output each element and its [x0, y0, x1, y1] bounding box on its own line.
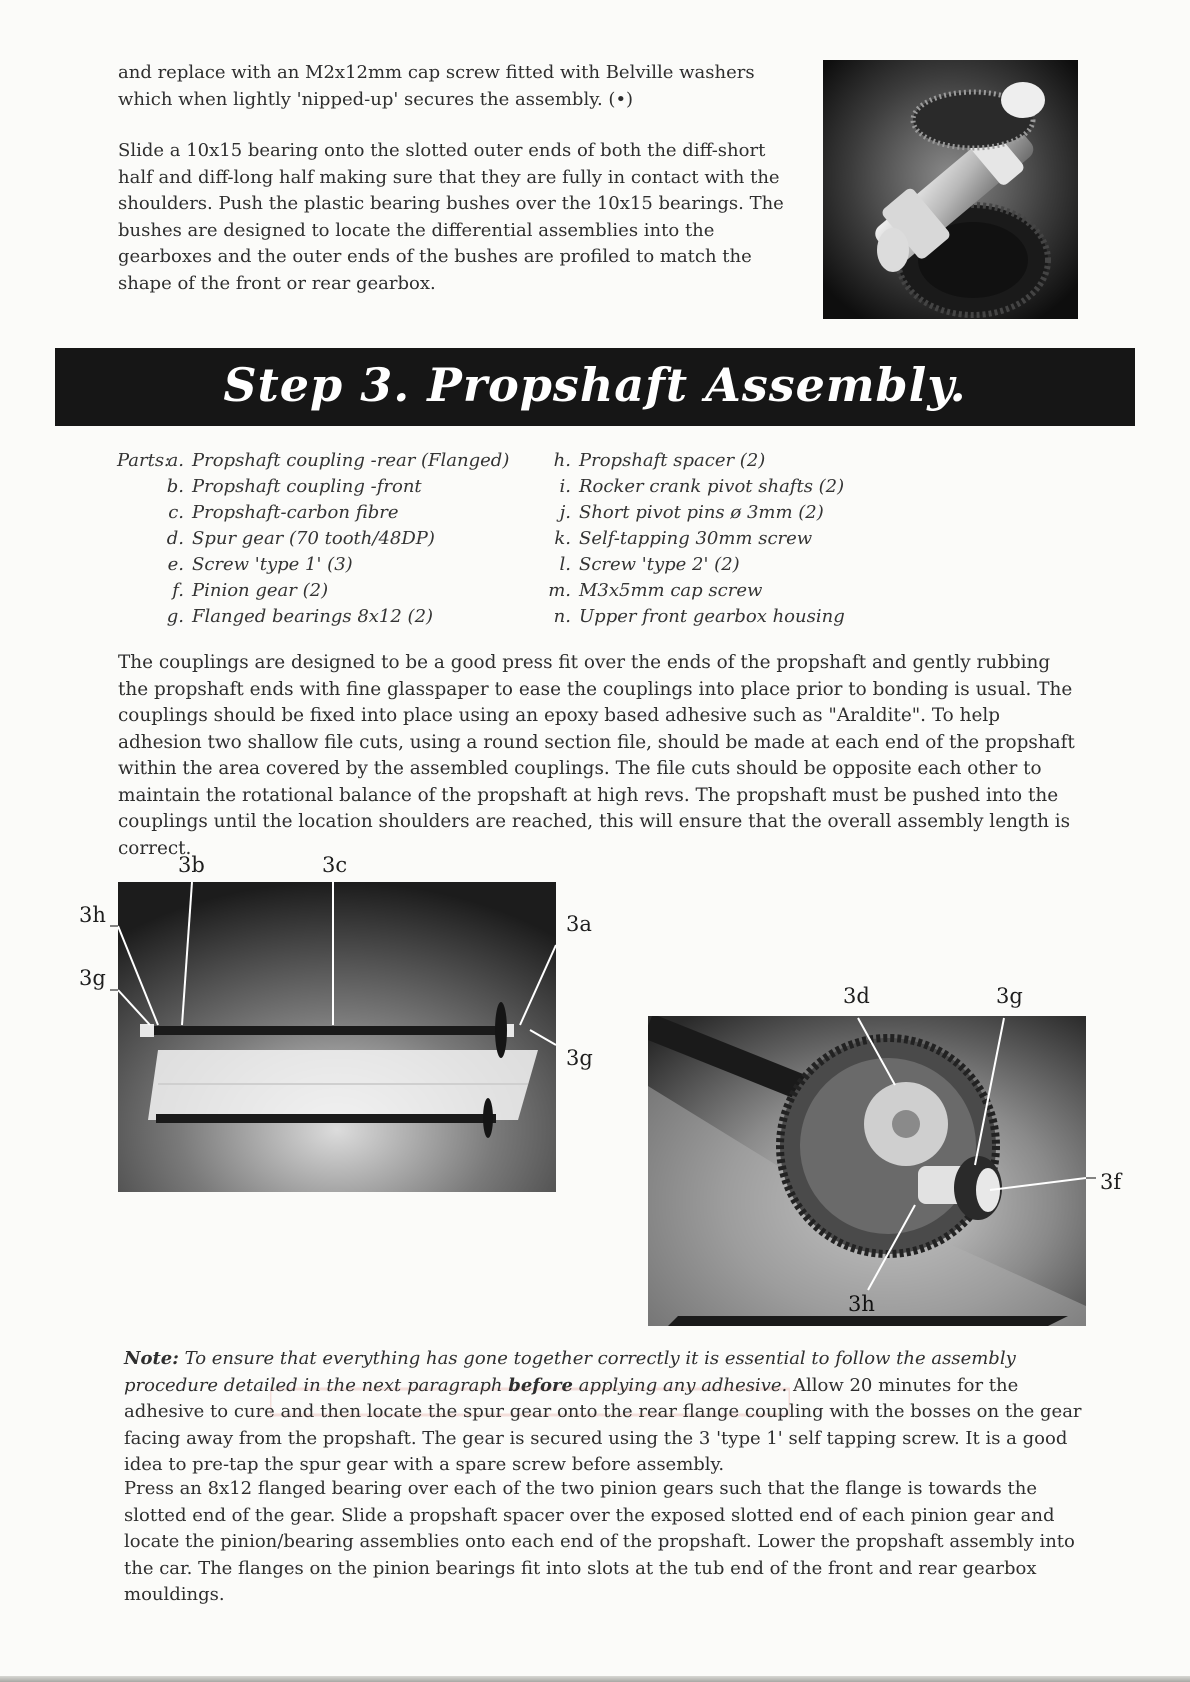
- part-item: j. Short pivot pins ø 3mm (2): [559, 502, 824, 523]
- part-item: h. Propshaft spacer (2): [553, 450, 766, 471]
- part-item: c. Propshaft-carbon fibre: [168, 502, 399, 523]
- callout-3d: 3d: [843, 984, 870, 1008]
- callout-3h: 3h: [79, 903, 106, 927]
- part-item: g. Flanged bearings 8x12 (2): [166, 606, 434, 627]
- intro-paragraph-1: and replace with an M2x12mm cap screw fitted with Belville washers which when lightly 'nipped-up' secures the assembly. (•): [118, 62, 755, 110]
- callout-3a: 3a: [566, 912, 592, 936]
- parts-label: Parts:: [117, 450, 171, 471]
- note-italic-a: To ensure that everything has gone together correctly it is essential to follow the assembly procedure detailed in the next paragraph: [124, 1348, 1016, 1396]
- final-paragraph: Press an 8x12 flanged bearing over each of the two pinion gears such that the flange is towards the slotted end of the gear. Slide a propshaft spacer over the exposed slotted end of each pinion gear and locate the pinion/bearing assemblies onto each end of the propshaft. Lower the propshaft assembly into the car. The flanges on the pinion bearings fit into slots at the tub end of the front and rear gearbox mouldings.: [124, 1478, 1075, 1605]
- note-rest: Allow 20 minutes for the adhesive to cure and then locate the spur gear onto the rear flange coupling with the bosses on the gear facing away from the propshaft. The gear is secured using the 3 'type 1' self tapping screw. It is a good idea to pre-tap the spur gear with a spare screw before assembly.: [124, 1374, 1082, 1475]
- intro-paragraph-2: Slide a 10x15 bearing onto the slotted outer ends of both the diff-short half and diff-long half making sure that they are fully in contact with the shoulders. Push the plastic bearing bushes over the 10x15 bearings. The bushes are designed to locate the differential assemblies into the gearboxes and the outer ends of the bushes are profiled to match the shape of the front or rear gearbox.: [118, 140, 784, 294]
- leader-line-3h-fig2: [868, 1205, 915, 1290]
- part-item: d. Spur gear (70 tooth/48DP): [166, 528, 435, 549]
- page-bottom-edge: [0, 1676, 1190, 1682]
- leader-line-3d: [858, 1018, 895, 1085]
- callout-3b: 3b: [178, 853, 205, 877]
- callout-3g-fig2: 3g: [996, 984, 1023, 1008]
- step-title: Step 3. Propshaft Assembly.: [223, 358, 967, 412]
- part-item: m. M3x5mm cap screw: [548, 580, 763, 601]
- leader-line-3g-fig2: [975, 1018, 1004, 1165]
- callout-3f: 3f: [1100, 1170, 1122, 1194]
- note-label: Note:: [124, 1348, 179, 1369]
- callout-3c: 3c: [322, 853, 348, 877]
- part-item: f. Pinion gear (2): [172, 580, 329, 601]
- callout-3g-left: 3g: [79, 966, 106, 990]
- part-item: e. Screw 'type 1' (3): [167, 554, 353, 575]
- note-bold-before: before: [508, 1374, 573, 1396]
- note-italic-b: applying any adhesive.: [572, 1374, 788, 1396]
- part-item: n. Upper front gearbox housing: [553, 606, 845, 627]
- leader-line-3f: [990, 1178, 1086, 1190]
- callout-3h-fig2: 3h: [848, 1292, 875, 1316]
- callout-3g-right: 3g: [566, 1046, 593, 1070]
- couplings-paragraph: The couplings are designed to be a good press fit over the ends of the propshaft and gently rubbing the propshaft ends with fine glasspaper to ease the couplings into place prior to bonding is usual. The couplings should be fixed into place using an epoxy based adhesive such as "Araldite". To help adhesion two shallow file cuts, using a round section file, should be made at each end of the propshaft within the area covered by the assembled couplings. The file cuts should be opposite each other to maintain the rotational balance of the propshaft at high revs. The propshaft must be pushed into the couplings until the location shoulders are reached, this will ensure that the overall assembly length is correct.: [118, 652, 1075, 859]
- part-item: k. Self-tapping 30mm screw: [554, 528, 813, 549]
- part-item: b. Propshaft coupling -front: [166, 476, 422, 497]
- note-paragraph: [124, 1346, 1086, 1479]
- part-item: i. Rocker crank pivot shafts (2): [559, 476, 845, 497]
- part-item: l. Screw 'type 2' (2): [559, 554, 740, 575]
- part-item: a. Propshaft coupling -rear (Flanged): [167, 450, 510, 471]
